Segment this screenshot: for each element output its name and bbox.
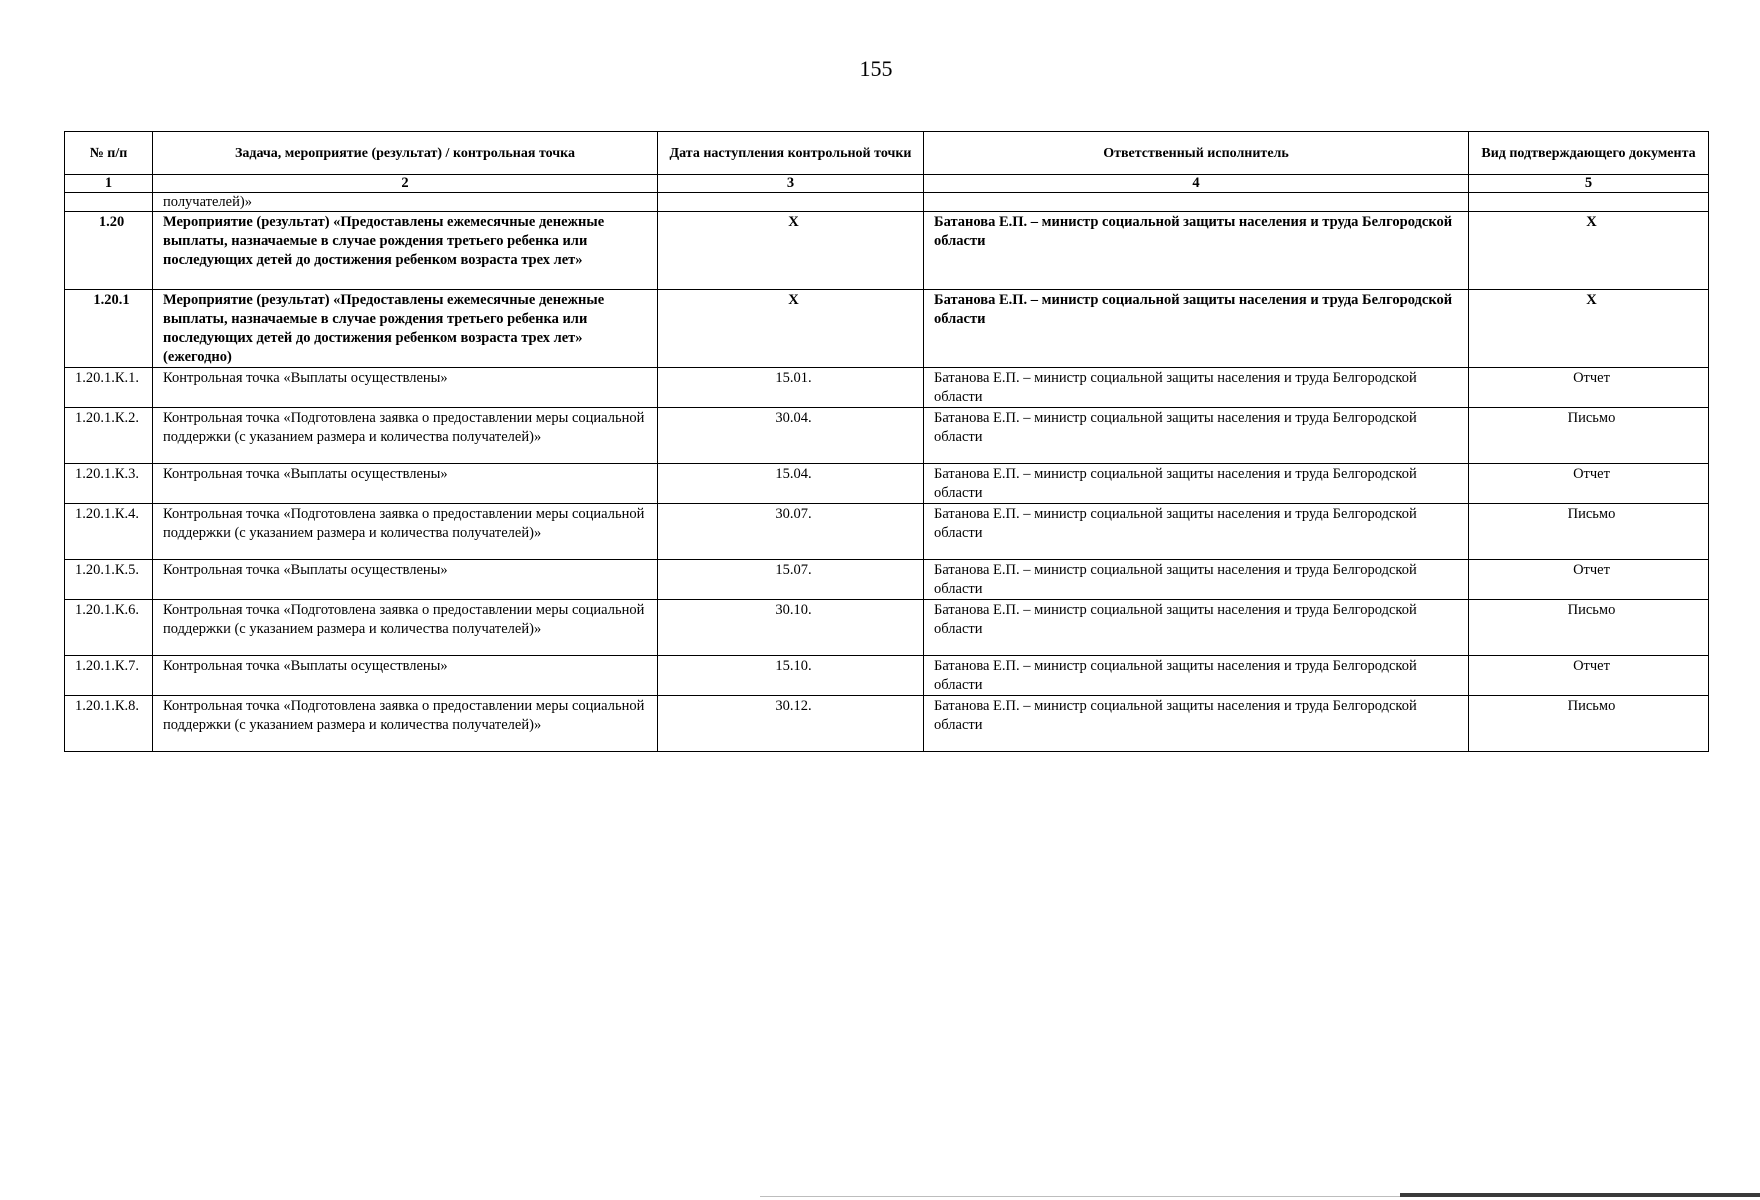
column-number-row bbox=[65, 175, 1709, 193]
table-row bbox=[65, 696, 1709, 752]
row-number: 1.20.1.К.6. bbox=[65, 600, 153, 656]
row-executor: Батанова Е.П. – министр социальной защиты населения и труда Белгородской области bbox=[924, 696, 1469, 752]
row-number: 1.20 bbox=[65, 212, 153, 290]
row-task: Контрольная точка «Выплаты осуществлены» bbox=[153, 560, 658, 600]
column-number: 3 bbox=[658, 175, 924, 193]
row-date: 30.04. bbox=[658, 408, 924, 464]
table-row bbox=[65, 212, 1709, 290]
row-date: X bbox=[658, 212, 924, 290]
table-cell bbox=[1469, 193, 1709, 212]
header-document: Вид подтверждающего документа bbox=[1469, 132, 1709, 175]
header-executor: Ответственный исполнитель bbox=[924, 132, 1469, 175]
continuation-text: получателей)» bbox=[153, 193, 658, 212]
row-document: Письмо bbox=[1469, 504, 1709, 560]
row-date: 15.01. bbox=[658, 368, 924, 408]
row-task: Мероприятие (результат) «Предоставлены ежемесячные денежные выплаты, назначаемые в случае рождения третьего ребенка или последующих детей до достижения ребенком возраста трех лет» (ежегодно) bbox=[153, 290, 658, 368]
table-row bbox=[65, 464, 1709, 504]
row-executor: Батанова Е.П. – министр социальной защиты населения и труда Белгородской области bbox=[924, 464, 1469, 504]
row-document: Отчет bbox=[1469, 464, 1709, 504]
row-executor: Батанова Е.П. – министр социальной защиты населения и труда Белгородской области bbox=[924, 368, 1469, 408]
row-date: 15.07. bbox=[658, 560, 924, 600]
row-date: 15.04. bbox=[658, 464, 924, 504]
row-number: 1.20.1.К.1. bbox=[65, 368, 153, 408]
row-task: Контрольная точка «Подготовлена заявка о предоставлении меры социальной поддержки (с указанием размера и количества получателей)» bbox=[153, 504, 658, 560]
row-number: 1.20.1.К.4. bbox=[65, 504, 153, 560]
row-document: Отчет bbox=[1469, 656, 1709, 696]
column-number: 1 bbox=[65, 175, 153, 193]
row-date: 30.07. bbox=[658, 504, 924, 560]
scan-edge-line bbox=[760, 1196, 1400, 1197]
row-task: Контрольная точка «Подготовлена заявка о предоставлении меры социальной поддержки (с указанием размера и количества получателей)» bbox=[153, 696, 658, 752]
row-number: 1.20.1.К.7. bbox=[65, 656, 153, 696]
row-document: Письмо bbox=[1469, 408, 1709, 464]
scan-edge-line bbox=[1400, 1193, 1760, 1197]
table-row bbox=[65, 290, 1709, 368]
table-row bbox=[65, 368, 1709, 408]
row-executor: Батанова Е.П. – министр социальной защиты населения и труда Белгородской области bbox=[924, 504, 1469, 560]
table-row bbox=[65, 600, 1709, 656]
row-date: X bbox=[658, 290, 924, 368]
header-number: № п/п bbox=[65, 132, 153, 175]
column-number: 4 bbox=[924, 175, 1469, 193]
row-date: 30.12. bbox=[658, 696, 924, 752]
header-date: Дата наступления контрольной точки bbox=[658, 132, 924, 175]
row-task: Контрольная точка «Подготовлена заявка о предоставлении меры социальной поддержки (с указанием размера и количества получателей)» bbox=[153, 600, 658, 656]
row-document: X bbox=[1469, 290, 1709, 368]
table-cell bbox=[65, 193, 153, 212]
row-executor: Батанова Е.П. – министр социальной защиты населения и труда Белгородской области bbox=[924, 408, 1469, 464]
table-row bbox=[65, 504, 1709, 560]
header-row bbox=[65, 132, 1709, 175]
row-executor: Батанова Е.П. – министр социальной защиты населения и труда Белгородской области bbox=[924, 560, 1469, 600]
row-number: 1.20.1.К.3. bbox=[65, 464, 153, 504]
row-executor: Батанова Е.П. – министр социальной защиты населения и труда Белгородской области bbox=[924, 656, 1469, 696]
row-executor: Батанова Е.П. – министр социальной защиты населения и труда Белгородской области bbox=[924, 600, 1469, 656]
row-date: 15.10. bbox=[658, 656, 924, 696]
column-number: 2 bbox=[153, 175, 658, 193]
row-document: X bbox=[1469, 212, 1709, 290]
row-task: Контрольная точка «Выплаты осуществлены» bbox=[153, 464, 658, 504]
table-row bbox=[65, 560, 1709, 600]
row-number: 1.20.1.К.5. bbox=[65, 560, 153, 600]
control-points-table bbox=[64, 131, 1709, 752]
header-task: Задача, мероприятие (результат) / контрольная точка bbox=[153, 132, 658, 175]
row-task: Контрольная точка «Выплаты осуществлены» bbox=[153, 368, 658, 408]
row-document: Отчет bbox=[1469, 368, 1709, 408]
table-cell bbox=[658, 193, 924, 212]
table-row bbox=[65, 408, 1709, 464]
row-date: 30.10. bbox=[658, 600, 924, 656]
table-row bbox=[65, 656, 1709, 696]
row-number: 1.20.1.К.2. bbox=[65, 408, 153, 464]
row-executor: Батанова Е.П. – министр социальной защиты населения и труда Белгородской области bbox=[924, 212, 1469, 290]
table-cell bbox=[924, 193, 1469, 212]
column-number: 5 bbox=[1469, 175, 1709, 193]
row-task: Контрольная точка «Выплаты осуществлены» bbox=[153, 656, 658, 696]
row-task: Мероприятие (результат) «Предоставлены ежемесячные денежные выплаты, назначаемые в случае рождения третьего ребенка или последующих детей до достижения ребенком возраста трех лет» bbox=[153, 212, 658, 290]
row-document: Письмо bbox=[1469, 696, 1709, 752]
page-number: 155 bbox=[859, 56, 893, 81]
row-number: 1.20.1 bbox=[65, 290, 153, 368]
continuation-row bbox=[65, 193, 1709, 212]
row-executor: Батанова Е.П. – министр социальной защиты населения и труда Белгородской области bbox=[924, 290, 1469, 368]
row-document: Письмо bbox=[1469, 600, 1709, 656]
row-document: Отчет bbox=[1469, 560, 1709, 600]
row-number: 1.20.1.К.8. bbox=[65, 696, 153, 752]
row-task: Контрольная точка «Подготовлена заявка о предоставлении меры социальной поддержки (с указанием размера и количества получателей)» bbox=[153, 408, 658, 464]
